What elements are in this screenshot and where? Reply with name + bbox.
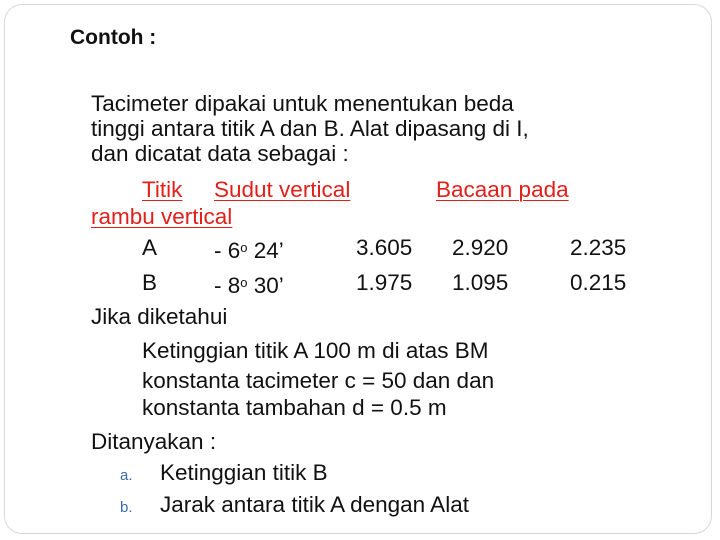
header-bacaan-pada: Bacaan pada: [436, 177, 569, 202]
given-line-2: konstanta tacimeter c = 50 dan dan: [142, 368, 495, 393]
row-a-middle: 2.920: [452, 235, 509, 260]
row-a-upper: 3.605: [356, 235, 413, 260]
asked-label: Ditanyakan :: [91, 429, 217, 454]
row-a-lower: 2.235: [570, 235, 627, 260]
row-b-lower: 0.215: [570, 270, 627, 295]
question-b-marker: b.: [120, 499, 133, 516]
row-a-point: A: [142, 235, 158, 260]
question-a-text: Ketinggian titik B: [160, 460, 328, 485]
given-line-1: Ketinggian titik A 100 m di atas BM: [142, 338, 489, 363]
given-line-3: konstanta tambahan d = 0.5 m: [142, 395, 447, 420]
row-b-upper: 1.975: [356, 270, 413, 295]
header-titik: Titik: [142, 177, 183, 202]
intro-line-2: tinggi antara titik A dan B. Alat dipasang di I,: [91, 116, 529, 141]
row-b-angle: - 8$^o$ 30’: [214, 273, 284, 298]
intro-line-1: Tacimeter dipakai untuk menentukan beda: [91, 91, 514, 116]
question-a-marker: a.: [120, 467, 133, 484]
question-b-text: Jarak antara titik A dengan Alat: [160, 492, 469, 517]
row-a-angle: - 6$^o$ 24’: [214, 238, 284, 263]
given-label: Jika diketahui: [91, 304, 228, 329]
intro-line-3: dan dicatat data sebagai :: [91, 141, 349, 166]
row-b-point: B: [142, 270, 158, 295]
row-b-middle: 1.095: [452, 270, 509, 295]
header-rambu-vertical: rambu vertical: [91, 204, 233, 229]
slide-title: Contoh :: [70, 26, 157, 49]
header-sudut-vertical: Sudut vertical: [214, 177, 351, 202]
slide-frame: [4, 4, 712, 534]
